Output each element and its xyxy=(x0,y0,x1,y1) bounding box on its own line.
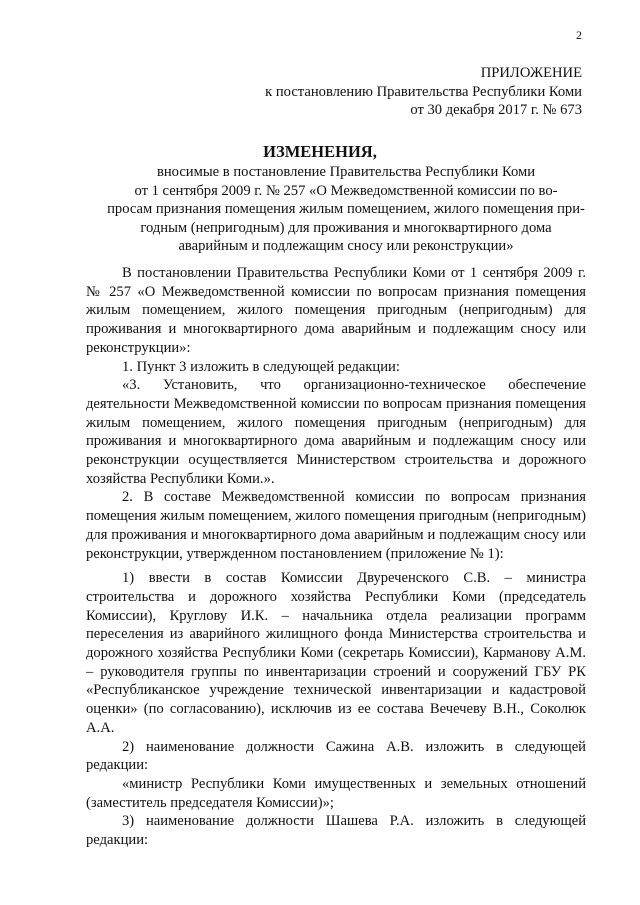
body-paragraph: 1) ввести в состав Комиссии Двуреченского С.В. – министра строительства и дорожного хозяйства Республики Коми (председатель Комиссии), Круглову И.К. – начальника отдела реализации программ переселения из аварийного жилищного фонда Министерства строительства и дорожного хозяйства Республики Коми (секретарь Комиссии), Карманову А.М. – руководителя группы по инвентаризации строений и сооружений ГБУ РК «Республиканское учреждение технической инвентаризации и кадастровой оценки» (по согласованию), исключив из ее состава Вечечеву В.Н., Соколюк А.А. xyxy=(86,570,586,736)
changes-subtitle-line: просам признания помещения жилым помещением, жилого помещения при- xyxy=(107,201,585,217)
document-body xyxy=(86,264,586,850)
body-paragraph: 2. В составе Межведомственной комиссии по вопросам признания помещения жилым помещением, жилого помещения пригодным (непригодным) для проживания и многоквартирного дома аварийным и подлежащим сносу или реконструкции, утвержденном постановлением (приложение № 1): xyxy=(86,489,586,562)
body-paragraph: 3) наименование должности Шашева Р.А. изложить в следующей редакции: xyxy=(86,813,586,849)
body-paragraph: «министр Республики Коми имущественных и земельных отношений (заместитель председателя Комиссии)»; xyxy=(86,775,586,811)
changes-subtitle xyxy=(96,163,596,256)
changes-subtitle-line: вносимые в постановление Правительства Республики Коми xyxy=(156,164,536,180)
changes-subtitle-line: годным (непригодным) для проживания и многоквартирного дома xyxy=(140,219,552,236)
changes-title: ИЗМЕНЕНИЯ, xyxy=(263,142,377,161)
body-paragraph: В постановлении Правительства Республики Коми от 1 сентября 2009 г. № 257 «О Межведомственной комиссии по вопросам признания помещения жилым помещением, жилого помещения пригодным (непригодным) для проживания и многоквартирного дома аварийным и подлежащим сносу или реконструкции»: xyxy=(86,265,586,356)
body-paragraph: «3. Установить, что организационно-техническое обеспечение деятельности Межведомственной комиссии по вопросам признания помещения жилым помещением, жилого помещения пригодным (непригодным) для проживания и многоквартирного дома аварийным и подлежащим сносу или реконструкции осуществляется Министерством строительства и дорожного хозяйства Республики Коми.». xyxy=(86,377,586,487)
page-number: 2 xyxy=(576,28,582,42)
appendix-line-2: от 30 декабря 2017 г. № 673 xyxy=(410,102,582,118)
body-paragraph: 1. Пункт 3 изложить в следующей редакции: xyxy=(122,358,400,375)
changes-subtitle-line: аварийным и подлежащим сносу или реконструкции» xyxy=(178,238,514,254)
changes-subtitle-line: от 1 сентября 2009 г. № 257 «О Межведомственной комиссии по во- xyxy=(134,182,558,199)
appendix-block xyxy=(142,64,582,120)
body-paragraph: 2) наименование должности Сажина А.В. изложить в следующей редакции: xyxy=(86,738,586,774)
appendix-line-1: к постановлению Правительства Республики Коми xyxy=(265,83,582,100)
appendix-title: ПРИЛОЖЕНИЕ xyxy=(480,65,582,81)
